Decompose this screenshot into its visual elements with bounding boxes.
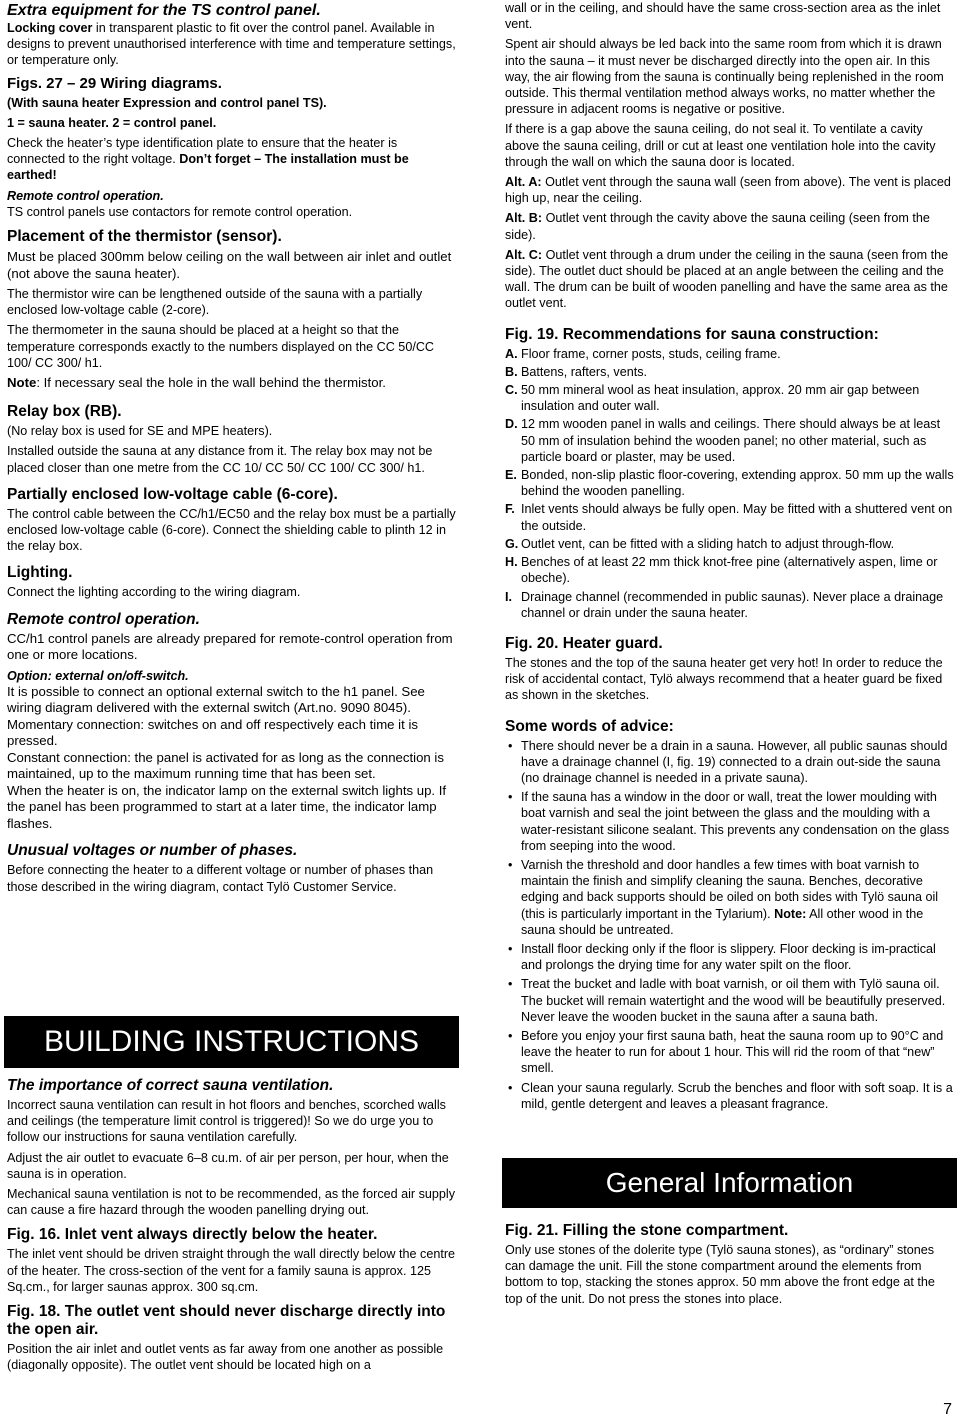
list-item: • Clean your sauna regularly. Scrub the benches and floor with soft soap. It is a mild, gentle detergent and leaves a pleasant fragrance. bbox=[505, 1080, 955, 1112]
ventilation-paragraph-1: Incorrect sauna ventilation can result in hot floors and benches, scorched walls and ceilings (the temperature limit control is triggered)! So we do urge you to follow our instructions for sauna ventilation carefully. bbox=[7, 1098, 446, 1145]
right-paragraph-2: Spent air should always be led back into the same room from which it is drawn into the sauna – it must never be discharged directly into the open air. In this way, the air flowing from the sauna is continually being replenished in the room outside. This thermal ventilation method always works, no matter whether the pressure in adjacent rooms is negative or positive. bbox=[505, 37, 944, 117]
general-information-banner: General Information bbox=[502, 1158, 957, 1208]
list-item-text: Floor frame, corner posts, studs, ceiling frame. bbox=[521, 346, 781, 361]
list-item-text: Drainage channel (recommended in public saunas). Never place a drainage channel or drain under the sauna heater. bbox=[521, 589, 944, 620]
list-item-text: Battens, rafters, vents. bbox=[521, 364, 647, 379]
list-item-letter: B. bbox=[505, 364, 518, 379]
right-paragraph-1: wall or in the ceiling, and should have the same cross-section area as the inlet vent. bbox=[505, 1, 941, 32]
lighting-paragraph: Connect the lighting according to the wiring diagram. bbox=[7, 585, 301, 600]
list-item: • There should never be a drain in a sauna. However, all public saunas should have a drainage channel (I, fig. 19) connected to a drain out-side the sauna (no drainage channel is needed in a private sauna). bbox=[505, 738, 955, 787]
list-item-text: Inlet vents should always be fully open. May be fitted with a shuttered vent on the outside. bbox=[521, 502, 953, 533]
right-column bbox=[505, 0, 955, 1115]
note-paragraph bbox=[7, 375, 457, 391]
earthed-warning: Don’t forget – The installation must be earthed! bbox=[7, 152, 409, 183]
left-column-lower bbox=[7, 1077, 457, 1377]
list-item bbox=[505, 467, 955, 499]
list-item: • Before you enjoy your first sauna bath, heat the sauna room up to 90°C and leave the heater to run for about 1 hour. This will rid the room of that “new” smell. bbox=[505, 1028, 955, 1077]
building-instructions-banner: BUILDING INSTRUCTIONS bbox=[4, 1016, 459, 1068]
list-item bbox=[505, 364, 955, 380]
varnish-note-label: Note: bbox=[774, 906, 807, 921]
left-column bbox=[7, 0, 457, 899]
relay-paragraph-1: (No relay box is used for SE and MPE heaters). bbox=[7, 424, 273, 439]
list-item bbox=[505, 382, 955, 414]
thermistor-paragraph-2: The thermistor wire can be lengthened outside of the sauna with a partially enclosed low-voltage cable (2-core). bbox=[7, 287, 423, 318]
option-paragraph-3: Constant connection: the panel is activated for as long as the connection is maintained, up to the maximum running time that has been set. bbox=[7, 749, 444, 782]
thermistor-heading: Placement of the thermistor (sensor). bbox=[7, 228, 282, 246]
list-item-letter: I. bbox=[505, 589, 512, 604]
list-item-text: 50 mm mineral wool as heat insulation, approx. 20 mm air gap between insulation and outer wall. bbox=[521, 383, 920, 414]
fig21-heading: Fig. 21. Filling the stone compartment. bbox=[505, 1222, 789, 1239]
check-voltage-paragraph bbox=[7, 135, 457, 184]
fig16-heading: Fig. 16. Inlet vent always directly below the heater. bbox=[7, 1226, 378, 1244]
alt-b-label: Alt. B: bbox=[505, 211, 543, 226]
remote-small-heading: Remote control operation. bbox=[7, 188, 164, 203]
list-item bbox=[505, 554, 955, 586]
right-paragraph-3: If there is a gap above the sauna ceiling, do not seal it. To ventilate a cavity above the sauna ceiling, drill or cut at least one ventilation hole into the cavity through the wall on which the sauna door is located. bbox=[505, 122, 936, 169]
alt-a-label: Alt. A: bbox=[505, 175, 542, 190]
alt-a-text: Outlet vent through the sauna wall (seen from above). The vent is placed high up, near the ceiling. bbox=[505, 175, 951, 206]
locking-cover-text: in transparent plastic to fit over the control panel. Available in designs to prevent unauthorised interference with time and temperature settings, or temperature only. bbox=[7, 21, 456, 68]
note-label: Note bbox=[7, 375, 37, 391]
list-item bbox=[505, 346, 955, 362]
lighting-heading: Lighting. bbox=[7, 564, 73, 582]
ventilation-paragraph-2: Adjust the air outlet to evacuate 6–8 cu.m. of air per person, per hour, when the sauna is in operation. bbox=[7, 1150, 449, 1181]
note-text: : If necessary seal the hole in the wall behind the thermistor. bbox=[36, 375, 386, 391]
fig19-heading: Fig. 19. Recommendations for sauna construction: bbox=[505, 325, 879, 343]
list-item bbox=[505, 501, 955, 533]
list-item bbox=[505, 589, 955, 621]
remote-paragraph: CC/h1 control panels are already prepared for remote-control operation from one or more locations. bbox=[7, 630, 453, 663]
list-item-letter: G. bbox=[505, 536, 519, 551]
list-item-letter: D. bbox=[505, 417, 518, 432]
fig18-paragraph: Position the air inlet and outlet vents as far away from one another as possible (diagonally opposite). The outlet vent should be located high on a bbox=[7, 1342, 444, 1373]
fig20-paragraph: The stones and the top of the sauna heater get very hot! In order to reduce the risk of accidental contact, Tylö always recommend that a heater guard be fixed as shown in the sketches. bbox=[505, 655, 943, 703]
option-heading: Option: external on/off-switch. bbox=[7, 668, 189, 683]
advice-heading: Some words of advice: bbox=[505, 717, 674, 735]
figs-wiring-subtitle: (With sauna heater Expression and control panel TS). bbox=[7, 95, 327, 110]
alt-b-text: Outlet vent through the cavity above the sauna ceiling (seen from the side). bbox=[505, 211, 930, 242]
list-item-letter: E. bbox=[505, 468, 517, 483]
thermistor-paragraph-1: Must be placed 300mm below ceiling on the wall between air inlet and outlet (not above the sauna heater). bbox=[7, 249, 452, 282]
unusual-voltages-paragraph: Before connecting the heater to a different voltage or number of phases than those described in the wiring diagram, contact Tylö Customer Service. bbox=[7, 863, 434, 894]
varnish-text: Varnish the threshold and door handles a few times with boat varnish to maintain the finish and simplify cleaning the sauna. Benches, decorative edging and back supports should be oiled on both sides with Tylö sauna oil (this is particularly important in the Tylarium). bbox=[521, 857, 939, 921]
relay-box-heading: Relay box (RB). bbox=[7, 403, 122, 421]
thermistor-paragraph-3: The thermometer in the sauna should be placed at a height so that the temperature corresponds exactly to the numbers displayed on the CC 50/CC 100/ CC 300/ h1. bbox=[7, 323, 435, 370]
alt-c-text: Outlet vent through a drum under the ceiling in the sauna (seen from the side). The outlet duct should be placed at an angle between the ceiling and the wall. The drum can be built of wooden panelling and have the same area as the outlet vent. bbox=[505, 247, 949, 311]
advice-list bbox=[505, 738, 955, 1112]
figs-wiring-heading: Figs. 27 – 29 Wiring diagrams. bbox=[7, 74, 222, 92]
list-item bbox=[505, 536, 955, 552]
locking-cover-label: Locking cover bbox=[7, 21, 93, 35]
list-item-letter: A. bbox=[505, 346, 518, 361]
list-item: • Install floor decking only if the floor is slippery. Floor decking is im-practical and prolongs the drying time for any water spilt on the floor. bbox=[505, 941, 955, 973]
page-number: 7 bbox=[943, 1400, 952, 1418]
extra-equipment-heading: Extra equipment for the TS control panel. bbox=[7, 2, 321, 19]
alt-c-label: Alt. C: bbox=[505, 247, 543, 262]
list-item-letter: H. bbox=[505, 555, 518, 570]
list-item-text: Bonded, non-slip plastic floor-covering, extending approx. 50 mm up the walls behind the wooden panelling. bbox=[521, 468, 954, 499]
list-item-text: 12 mm wooden panel in walls and ceilings. There should always be at least 50 mm of insulation behind the wooden panel; no other material, such as particle board or plaster, may be used. bbox=[521, 417, 941, 464]
list-item bbox=[505, 416, 955, 465]
legend-item-2: 2 = control panel. bbox=[112, 115, 217, 130]
cable-heading: Partially enclosed low-voltage cable (6-core). bbox=[7, 485, 338, 503]
alt-a-paragraph bbox=[505, 174, 955, 206]
alt-b-paragraph bbox=[505, 210, 955, 242]
list-item bbox=[505, 857, 955, 938]
varnish-note-text: All other wood in the sauna should be untreated. bbox=[521, 906, 924, 937]
cable-paragraph: The control cable between the CC/h1/EC50 and the relay box must be a partially enclosed low-voltage cable (6-core). Connect the shielding cable to plinth 12 in the relay box. bbox=[7, 506, 456, 554]
fig20-heading: Fig. 20. Heater guard. bbox=[505, 634, 663, 652]
unusual-voltages-heading: Unusual voltages or number of phases. bbox=[7, 842, 298, 860]
list-item-letter: C. bbox=[505, 383, 518, 398]
locking-cover-paragraph bbox=[7, 20, 457, 69]
remote-small-text: TS control panels use contactors for remote control operation. bbox=[7, 204, 353, 219]
option-paragraph-2: Momentary connection: switches on and off respectively each time it is pressed. bbox=[7, 716, 418, 749]
fig21-paragraph: Only use stones of the dolerite type (Tylö sauna stones), as “ordinary” stones can damage the unit. Fill the stone compartment around the elements from bottom to top, stacking the stones approx. 50 mm above the front edge at the top of the unit. Do not press the stones into place. bbox=[505, 1243, 935, 1306]
list-item-letter: F. bbox=[505, 502, 515, 517]
remote-heading: Remote control operation. bbox=[7, 610, 200, 628]
alt-c-paragraph bbox=[505, 247, 955, 312]
option-paragraph-4: When the heater is on, the indicator lamp on the external switch lights up. If the panel has been programmed to start at a later time, the indicator lamp flashes. bbox=[7, 782, 447, 831]
list-item: • If the sauna has a window in the door or wall, treat the lower moulding with boat varnish and seal the joint between the glass and the moulding with a water-resistant silicone sealant. This prevents any condensation on the glass from seeping into the wood. bbox=[505, 789, 955, 854]
fig18-heading: Fig. 18. The outlet vent should never discharge directly into the open air. bbox=[7, 1303, 446, 1339]
legend-line bbox=[7, 115, 457, 131]
fig19-list bbox=[505, 346, 955, 621]
right-column-lower bbox=[505, 1222, 955, 1311]
list-item-text: Outlet vent, can be fitted with a sliding hatch to adjust through-flow. bbox=[521, 536, 895, 551]
ventilation-heading: The importance of correct sauna ventilation. bbox=[7, 1077, 334, 1094]
option-paragraph-1: It is possible to connect an optional external switch to the h1 panel. See wiring diagram delivered with the external switch (Art.no. 9090 8045). bbox=[7, 683, 425, 716]
check-voltage-text: Check the heater’s type identification plate to ensure that the heater is connected to the right voltage. bbox=[7, 136, 398, 167]
fig16-paragraph: The inlet vent should be driven straight through the wall directly below the centre of the heater. The cross-section of the vent for a family sauna is approx. 125 Sq.cm., for larger saunas approx. 300 sq.cm. bbox=[7, 1247, 456, 1294]
legend-item-1: 1 = sauna heater. bbox=[7, 115, 113, 130]
list-item-text: Benches of at least 22 mm thick knot-free pine (alternatively aspen, lime or obeche). bbox=[521, 555, 938, 586]
list-item: • Treat the bucket and ladle with boat varnish, or oil them with Tylö sauna oil. The bucket will remain watertight and the wood will be beautifully preserved. Never leave the wooden bucket in the sauna after a sauna bath. bbox=[505, 976, 955, 1025]
ventilation-paragraph-3: Mechanical sauna ventilation is not to be recommended, as the forced air supply can cause a fire hazard through the wooden panelling drying out. bbox=[7, 1187, 456, 1218]
relay-paragraph-2: Installed outside the sauna at any distance from it. The relay box may not be placed closer than one metre from the CC 10/ CC 50/ CC 100/ CC 300/ h1. bbox=[7, 444, 433, 475]
